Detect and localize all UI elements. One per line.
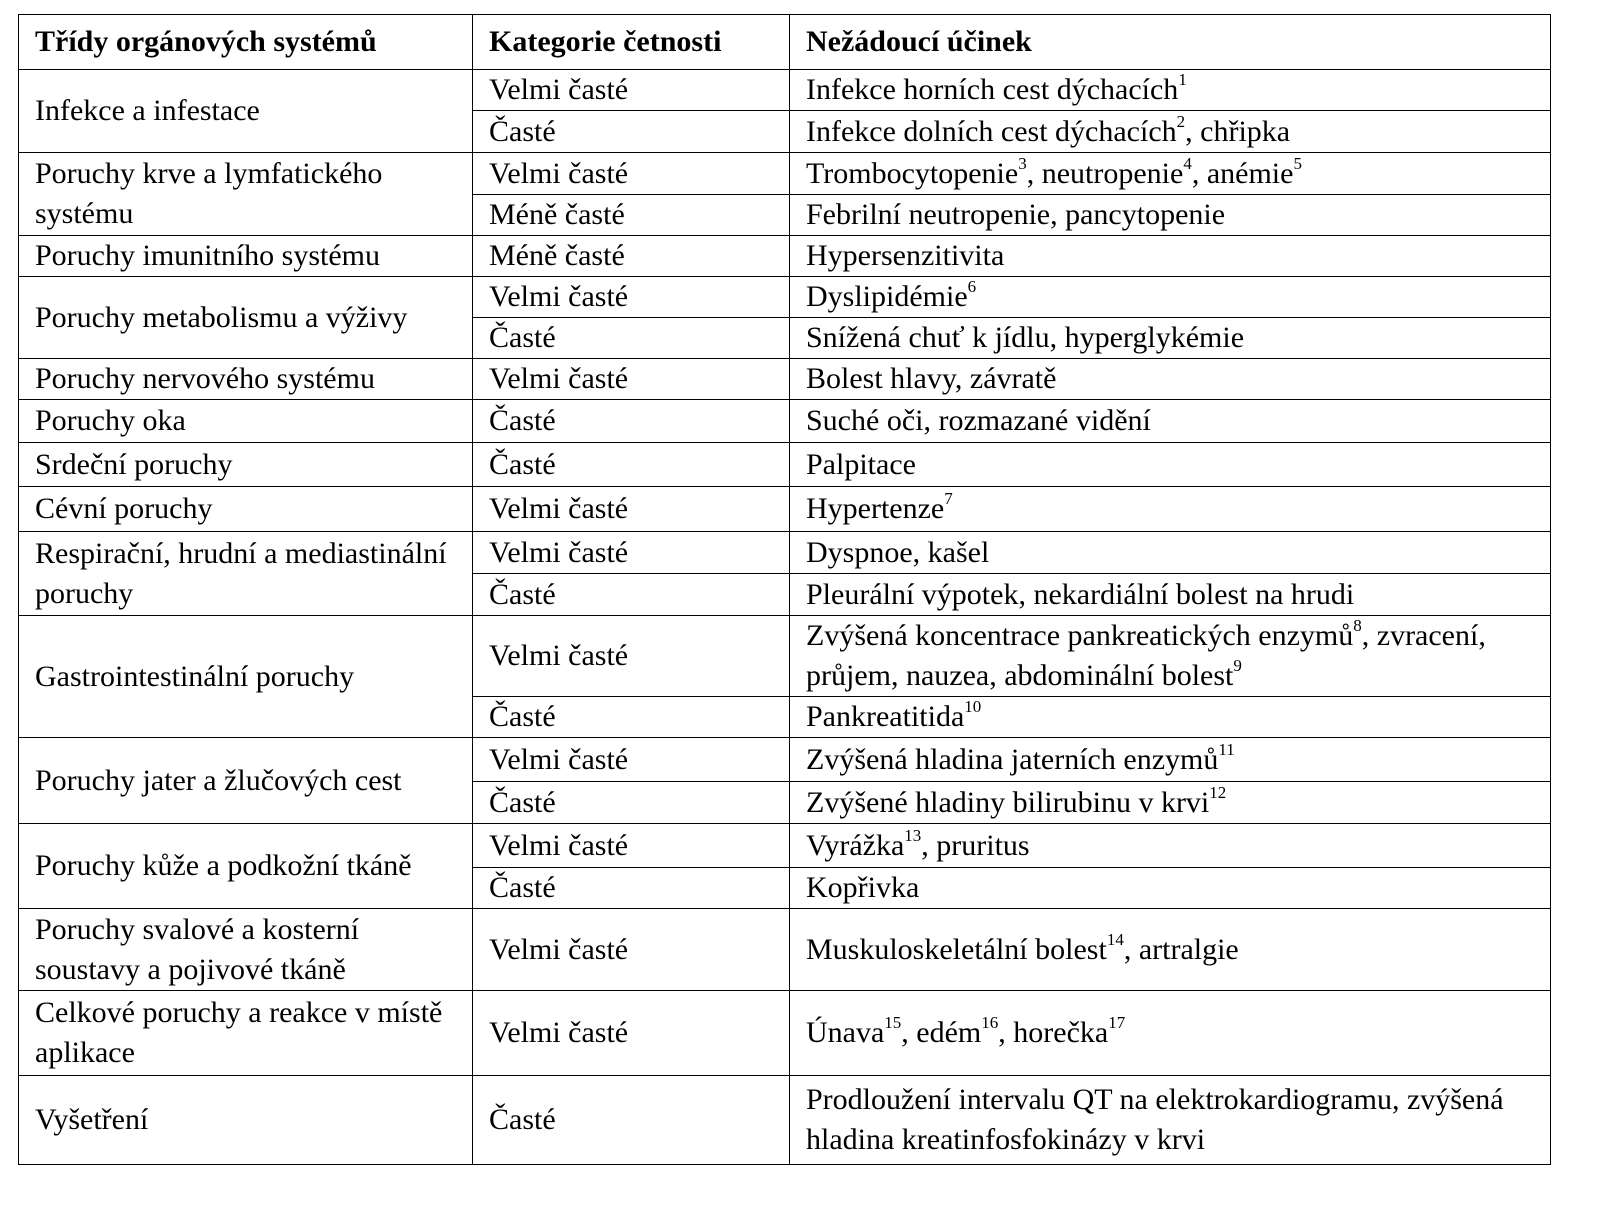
header-row: [19, 15, 1551, 70]
soc-cell: Poruchy metabolismu a výživy: [19, 277, 473, 359]
footnote-ref: 3: [1018, 153, 1027, 173]
effect-cell: [790, 616, 1551, 697]
effect-cell: [790, 153, 1551, 195]
footnote-ref: 6: [967, 277, 977, 296]
effect-cell: Bolest hlavy, závratě: [790, 359, 1551, 400]
effect-text: Muskuloskeletální bolest: [806, 932, 1107, 966]
effect-cell: [790, 738, 1551, 782]
soc-cell: Poruchy imunitního systému: [19, 236, 473, 277]
frequency-cell: Velmi časté: [473, 824, 790, 868]
effect-cell: [790, 277, 1551, 318]
effect-text: , anémie: [1191, 156, 1294, 190]
effect-text: Zvýšená koncentrace pankreatických enzymů: [806, 619, 1354, 652]
soc-cell: Celkové poruchy a reakce v místě aplikace: [19, 991, 473, 1076]
footnote-ref: 9: [1233, 656, 1242, 675]
table-row: [19, 487, 1551, 532]
frequency-cell: Časté: [473, 782, 790, 824]
effect-cell: Dyspnoe, kašel: [790, 532, 1551, 574]
effect-text: , pruritus: [921, 828, 1030, 862]
effect-cell: [790, 782, 1551, 824]
table-row: [19, 359, 1551, 400]
table-row: [19, 991, 1551, 1076]
effect-cell: Palpitace: [790, 443, 1551, 487]
effect-cell: [790, 487, 1551, 532]
soc-cell: Infekce a infestace: [19, 70, 473, 153]
frequency-cell: Velmi časté: [473, 487, 790, 532]
table-row: [19, 824, 1551, 868]
frequency-cell: Velmi časté: [473, 738, 790, 782]
table-row: [19, 443, 1551, 487]
soc-cell: Gastrointestinální poruchy: [19, 616, 473, 738]
footnote-ref: 13: [904, 825, 922, 845]
effect-text: Dyslipidémie: [806, 280, 968, 313]
frequency-cell: Časté: [473, 443, 790, 487]
frequency-cell: Velmi časté: [473, 909, 790, 991]
effect-cell: [790, 909, 1551, 991]
soc-cell: Poruchy oka: [19, 400, 473, 443]
footnote-ref: 7: [944, 489, 953, 508]
frequency-cell: Velmi časté: [473, 277, 790, 318]
frequency-cell: Časté: [473, 318, 790, 359]
soc-cell: Cévní poruchy: [19, 487, 473, 532]
effect-cell: [790, 70, 1551, 111]
footnote-ref: 12: [1209, 782, 1227, 802]
footnote-ref: 8: [1353, 616, 1362, 635]
frequency-cell: Časté: [473, 400, 790, 443]
header-adverse-effect: Nežádoucí účinek: [790, 15, 1551, 70]
soc-cell: Poruchy svalové a kosterní soustavy a pojivové tkáně: [19, 909, 473, 991]
effect-cell: [790, 697, 1551, 738]
footnote-ref: 2: [1176, 111, 1186, 131]
effect-text: Únava: [806, 1016, 885, 1049]
soc-cell: Poruchy nervového systému: [19, 359, 473, 400]
effect-text: , artralgie: [1123, 932, 1239, 966]
table-row: [19, 277, 1551, 318]
effect-cell: Kopřivka: [790, 868, 1551, 909]
soc-cell: Poruchy krve a lymfatického systému: [19, 153, 473, 236]
soc-cell: Respirační, hrudní a mediastinální poruchy: [19, 532, 473, 616]
effect-text: Trombocytopenie: [806, 156, 1019, 190]
table-row: [19, 400, 1551, 443]
frequency-cell: Velmi časté: [473, 532, 790, 574]
frequency-cell: Velmi časté: [473, 991, 790, 1076]
footnote-ref: 1: [1178, 70, 1187, 89]
frequency-cell: Méně časté: [473, 195, 790, 236]
frequency-cell: Časté: [473, 868, 790, 909]
effect-cell: Prodloužení intervalu QT na elektrokardiogramu, zvýšená hladina kreatinfosfokinázy v krvi: [790, 1076, 1551, 1165]
effect-text: , neutropenie: [1026, 156, 1184, 190]
effect-text: Vyrážka: [806, 828, 905, 862]
effect-cell: Suché oči, rozmazané vidění: [790, 400, 1551, 443]
soc-cell: Poruchy jater a žlučových cest: [19, 738, 473, 824]
footnote-ref: 10: [964, 697, 982, 716]
soc-cell: Srdeční poruchy: [19, 443, 473, 487]
effect-text: Infekce horních cest dýchacích: [806, 73, 1179, 106]
header-organ-class: Třídy orgánových systémů: [19, 15, 473, 70]
frequency-cell: Velmi časté: [473, 616, 790, 697]
effect-cell: [790, 991, 1551, 1076]
effect-cell: Pleurální výpotek, nekardiální bolest na hrudi: [790, 574, 1551, 616]
footnote-ref: 17: [1108, 1013, 1126, 1032]
table-row: [19, 532, 1551, 574]
table-row: [19, 738, 1551, 782]
effect-text: Infekce dolních cest dýchacích: [806, 114, 1177, 148]
frequency-cell: Časté: [473, 1076, 790, 1165]
effect-cell: [790, 111, 1551, 153]
effect-cell: Hypersenzitivita: [790, 236, 1551, 277]
effect-text: , horečka: [998, 1016, 1109, 1049]
effect-text: Zvýšené hladiny bilirubinu v krvi: [806, 785, 1210, 819]
effect-text: Zvýšená hladina jaterních enzymů: [806, 742, 1219, 776]
adverse-effects-table: [18, 14, 1551, 1165]
footnote-ref: 14: [1106, 929, 1124, 949]
table-row: [19, 1076, 1551, 1165]
footnote-ref: 5: [1293, 153, 1302, 173]
frequency-cell: Méně časté: [473, 236, 790, 277]
soc-cell: Poruchy kůže a podkožní tkáně: [19, 824, 473, 909]
effect-text: , zvracení, průjem, nauzea, abdominální bolest: [806, 619, 1486, 692]
footnote-ref: 16: [981, 1013, 999, 1032]
effect-text: , edém: [901, 1016, 982, 1049]
soc-cell: Vyšetření: [19, 1076, 473, 1165]
frequency-cell: Časté: [473, 574, 790, 616]
table-row: [19, 616, 1551, 697]
frequency-cell: Velmi časté: [473, 153, 790, 195]
table-row: [19, 236, 1551, 277]
effect-text: Pankreatitida: [806, 700, 965, 733]
footnote-ref: 11: [1218, 739, 1235, 759]
effect-cell: Snížená chuť k jídlu, hyperglykémie: [790, 318, 1551, 359]
table-row: [19, 909, 1551, 991]
frequency-cell: Velmi časté: [473, 359, 790, 400]
table-row: [19, 153, 1551, 195]
effect-text: Hypertenze: [806, 492, 945, 525]
table-row: [19, 70, 1551, 111]
header-frequency: Kategorie četnosti: [473, 15, 790, 70]
footnote-ref: 15: [884, 1013, 902, 1032]
footnote-ref: 4: [1183, 153, 1192, 173]
frequency-cell: Velmi časté: [473, 70, 790, 111]
effect-cell: [790, 824, 1551, 868]
frequency-cell: Časté: [473, 111, 790, 153]
effect-text: , chřipka: [1185, 114, 1291, 148]
effect-cell: Febrilní neutropenie, pancytopenie: [790, 195, 1551, 236]
frequency-cell: Časté: [473, 697, 790, 738]
